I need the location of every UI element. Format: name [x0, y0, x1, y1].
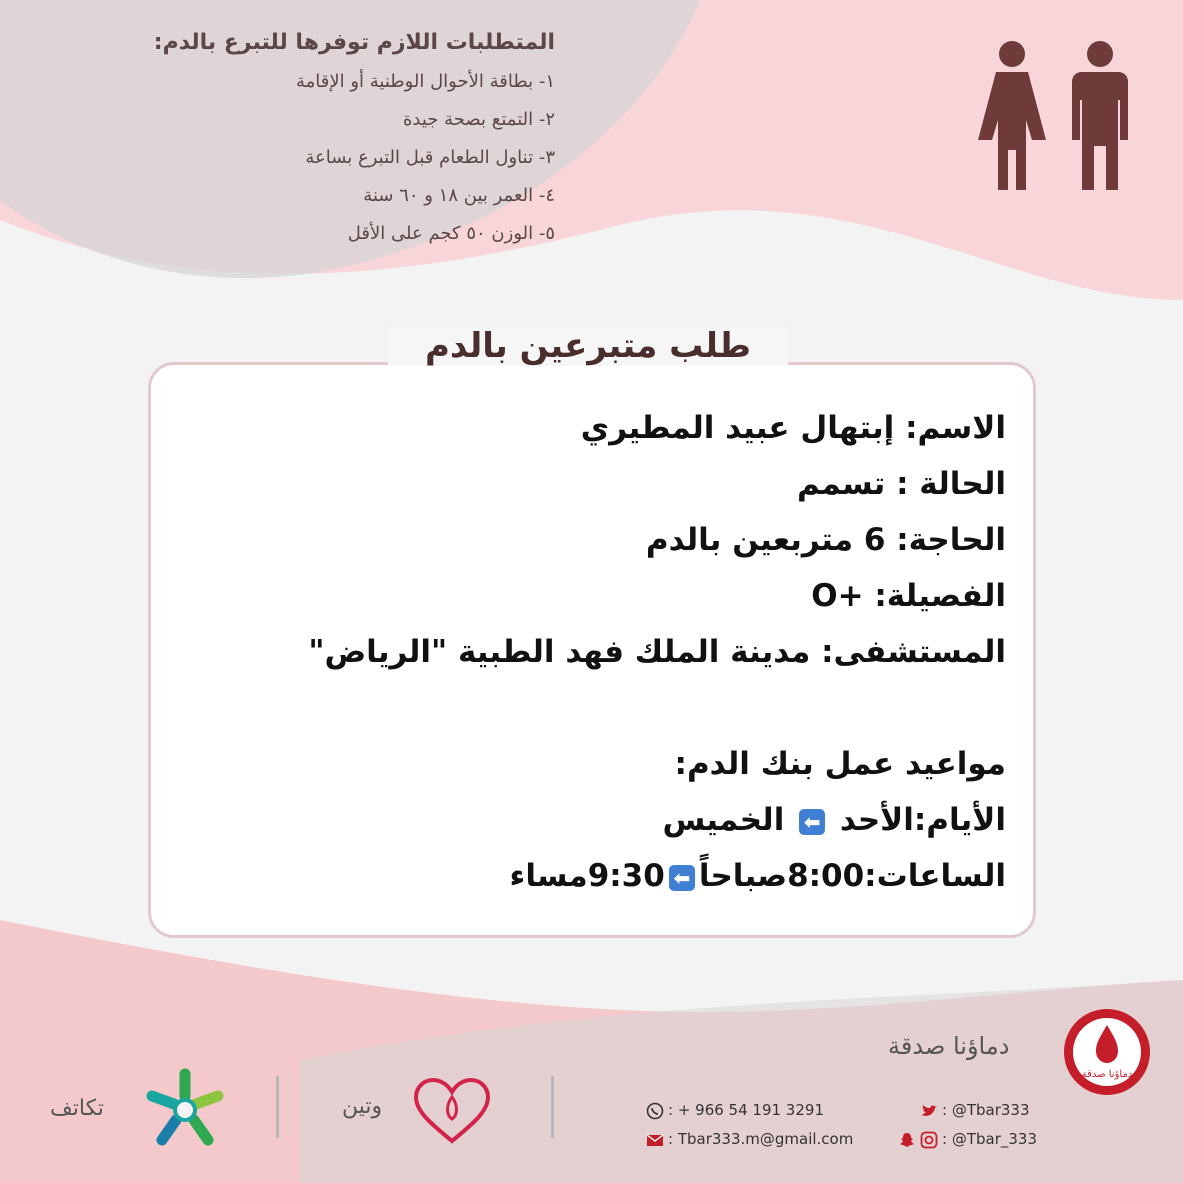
- instagram-icon: [920, 1131, 938, 1149]
- working-days: [246, 792, 1006, 848]
- hours-end: 9:30مساء: [509, 858, 665, 894]
- email-address: : Tbar333.m@gmail.com: [668, 1130, 854, 1148]
- donor-need: الحاجة: 6 متربعين بالدم: [645, 522, 1006, 558]
- email-icon: [646, 1131, 664, 1149]
- donor-status: الحالة : تسمم: [797, 466, 1006, 502]
- arrow-left-icon: ⬅: [799, 809, 825, 835]
- snapchat-icon: [898, 1131, 916, 1149]
- days-end: الخميس: [662, 802, 785, 838]
- divider: [551, 1076, 554, 1138]
- instagram-handle: : @Tbar_333: [942, 1130, 1037, 1148]
- takatuf-logo-icon: [140, 1066, 230, 1150]
- blood-drop-logo-icon: [1062, 1007, 1152, 1097]
- twitter-contact[interactable]: [920, 1101, 1030, 1120]
- requirement-item: ٥- الوزن ٥٠ كجم على الأقل: [347, 223, 555, 244]
- female-male-icon: [970, 40, 1150, 200]
- hospital: المستشفى: مدينة الملك فهد الطبية "الرياض": [308, 634, 1006, 670]
- requirements-panel: [35, 30, 555, 261]
- requirement-item: ٤- العمر بين ١٨ و ٦٠ سنة: [363, 185, 555, 206]
- request-details: [246, 400, 1006, 904]
- email-contact[interactable]: [646, 1130, 853, 1149]
- requirements-title: المتطلبات اللازم توفرها للتبرع بالدم:: [153, 30, 555, 55]
- days-label: الأيام:الأحد: [839, 802, 1006, 838]
- hours-label: الساعات:8:00صباحاً: [698, 858, 1006, 894]
- request-title: طلب متبرعين بالدم: [388, 326, 788, 366]
- working-hours: [246, 848, 1006, 904]
- requirement-item: ٢- التمتع بصحة جيدة: [403, 109, 555, 130]
- phone-number: : + 966 54 191 3291: [668, 1101, 824, 1119]
- phone-contact[interactable]: [646, 1101, 824, 1120]
- partner-watan: وتين: [342, 1094, 383, 1119]
- arrow-left-icon: ⬅: [669, 865, 695, 891]
- donor-name: الاسم: إبتهال عبيد المطيري: [580, 410, 1006, 446]
- blood-type: الفصيلة: +O: [811, 578, 1006, 614]
- hours-title: مواعيد عمل بنك الدم:: [674, 746, 1006, 782]
- whatsapp-icon: [646, 1102, 664, 1120]
- partner-takatuf: تكاتف: [50, 1096, 104, 1121]
- twitter-icon: [920, 1102, 938, 1120]
- brand-name: دماؤنا صدقة: [888, 1032, 1010, 1060]
- requirement-item: ١- بطاقة الأحوال الوطنية أو الإقامة: [295, 71, 555, 92]
- social-contact[interactable]: [898, 1130, 1037, 1149]
- heart-logo-icon: [410, 1075, 494, 1145]
- requirement-item: ٣- تناول الطعام قبل التبرع بساعة: [305, 147, 555, 168]
- twitter-handle: : @Tbar333: [942, 1101, 1030, 1119]
- divider: [276, 1076, 279, 1138]
- logo-text: دماؤنا صدقة: [1081, 1069, 1133, 1080]
